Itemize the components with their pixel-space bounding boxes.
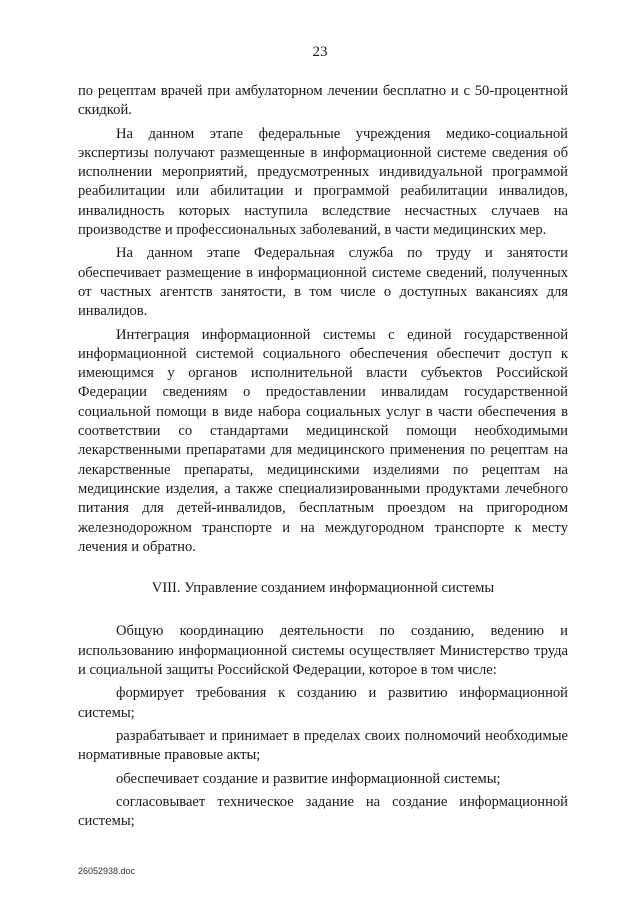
list-item: согласовывает техническое задание на создание информационной системы; — [78, 793, 568, 830]
paragraph: На данном этапе федеральные учреждения медико-социальной экспертизы получают размещенные в информационной системе сведения об исполнении мероприятий, предусмотренных индивидуальной программой реабилитации или абилитации и программой реабилитации инвалидов, инвалидность которых наступила вследствие несчастных случаев на производстве и профессиональных заболеваний, в части медицинских мер. — [78, 125, 568, 239]
paragraph: Общую координацию деятельности по созданию, ведению и использованию информационной системы осуществляет Министерство труда и социальной защиты Российской Федерации, которое в том числе: — [78, 623, 568, 679]
section-heading: VIII. Управление созданием информационной системы — [151, 580, 495, 597]
list-item: обеспечивает создание и развитие информационной системы; — [116, 770, 501, 787]
paragraph: Интеграция информационной системы с единой государственной информационной системой социального обеспечения обеспечит доступ к имеющимся у органов исполнительной власти субъектов Российской Федерации сведениям о предоставлении инвалидам государственной социальной помощи в виде набора социальных услуг в части обеспечения в соответствии со стандартами медицинской помощи необходимыми лекарственными препаратами для медицинского применения по рецептам на лекарственные препараты, медицинскими изделиями по рецептам на медицинские изделия, а также специализированными продуктами лечебного питания для детей-инвалидов, бесплатным проездом на пригородном железнодорожном транспорте и на междугородном транспорте к месту лечения и обратно. — [78, 326, 568, 555]
list-item: разрабатывает и принимает в пределах своих полномочий необходимые нормативные правовые акты; — [78, 727, 568, 764]
page-number: 23 — [312, 44, 328, 60]
list-item: формирует требования к созданию и развитию информационной системы; — [78, 685, 568, 721]
paragraph: На данном этапе Федеральная служба по труду и занятости обеспечивает размещение в информационной системе сведений, полученных от частных агентств занятости, в том числе о доступных вакансиях для инвалидов. — [78, 245, 568, 320]
document-body — [78, 82, 568, 831]
footer-filename: 26052938.doc — [78, 866, 136, 876]
paragraph: по рецептам врачей при амбулаторном лечении бесплатно и с 50-процентной скидкой. — [78, 83, 568, 119]
